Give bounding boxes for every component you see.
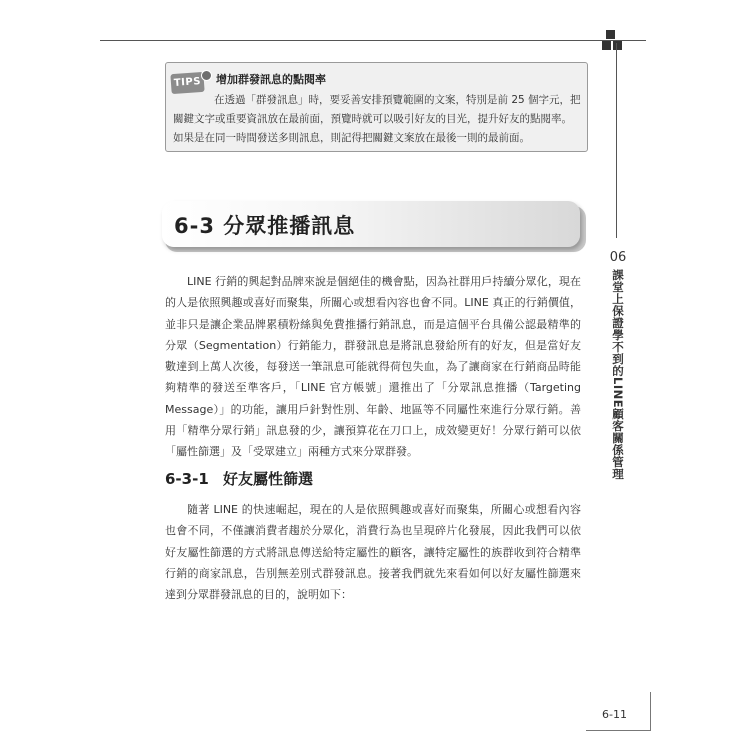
subsection-paragraph: 隨著 LINE 的快速崛起，現在的人是依照興趣或喜好而聚集，所關心或想看內容也會不同，不僅讓消費者趨於分眾化，消費行為也呈現碎片化發展，因此我們可以依好友屬性篩選的方式將訊息傳送給特定屬性的顧客，讓特定屬性的族群收到符合精準行銷的商家訊息，告別無差別式群發訊息。接著我們就先來看如何以好友屬性篩選來達到分眾群發訊息的目的，說明如下： — [165, 503, 581, 602]
side-rule — [616, 43, 617, 238]
tips-bulb-icon — [201, 70, 212, 81]
chapter-number: 06 — [609, 250, 627, 265]
subsection-heading — [165, 468, 313, 489]
tips-box — [165, 62, 588, 152]
tips-body: 在透過「群發訊息」時，要妥善安排預覽範圍的文案，特別是前 25 個字元，把關鍵文字或重要資訊放在最前面，預覽時就可以吸引好友的目光，提升好友的點閱率。如果是在同一時間發送多則訊息，則記得把關鍵文案放在最後一則的最前面。 — [173, 94, 581, 144]
top-rule — [100, 40, 646, 41]
footer-vertical-rule — [650, 692, 651, 731]
footer-rule — [586, 730, 650, 731]
chapter-title: 課堂上保證學不到的LINE顧客關係管理 — [611, 269, 625, 481]
section-title: 6-3 分眾推播訊息 — [174, 214, 356, 238]
corner-squares-icon — [602, 30, 626, 54]
tips-badge: TIPS — [170, 72, 204, 94]
subsection-title: 好友屬性篩選 — [223, 470, 314, 488]
page-number: 6-11 — [602, 708, 627, 721]
chapter-side-tab — [607, 250, 629, 480]
section-paragraph: LINE 行銷的興起對品牌來說是個絕佳的機會點，因為社群用戶持續分眾化，現在的人是依照興趣或喜好而聚集，所關心或想看內容也會不同。LINE 真正的行銷價值，並非只是讓企業品牌累積粉絲與免費推播行銷訊息，而是這個平台具備公認最精準的分眾（Segmentation）行銷能力，群發訊息是將訊息發給所有的好友，但是當好友數達到上萬人次後，每發送一筆訊息可能就得荷包失血，為了讓商家在行銷商品時能夠精準的發送至準客戶，「LINE 官方帳號」還推出了「分眾訊息推播（Targeting Message）」的功能，讓用戶針對性別、年齡、地區等不同屬性來進行分眾行銷。善用「精準分眾行銷」訊息發的少，讓預算花在刀口上，成效變更好！分眾行銷可以依「屬性篩選」及「受眾建立」兩種方式來分眾群發。 — [165, 275, 581, 459]
tips-title: 增加群發訊息的點閱率 — [216, 73, 326, 86]
subsection-number: 6-3-1 — [165, 470, 209, 488]
